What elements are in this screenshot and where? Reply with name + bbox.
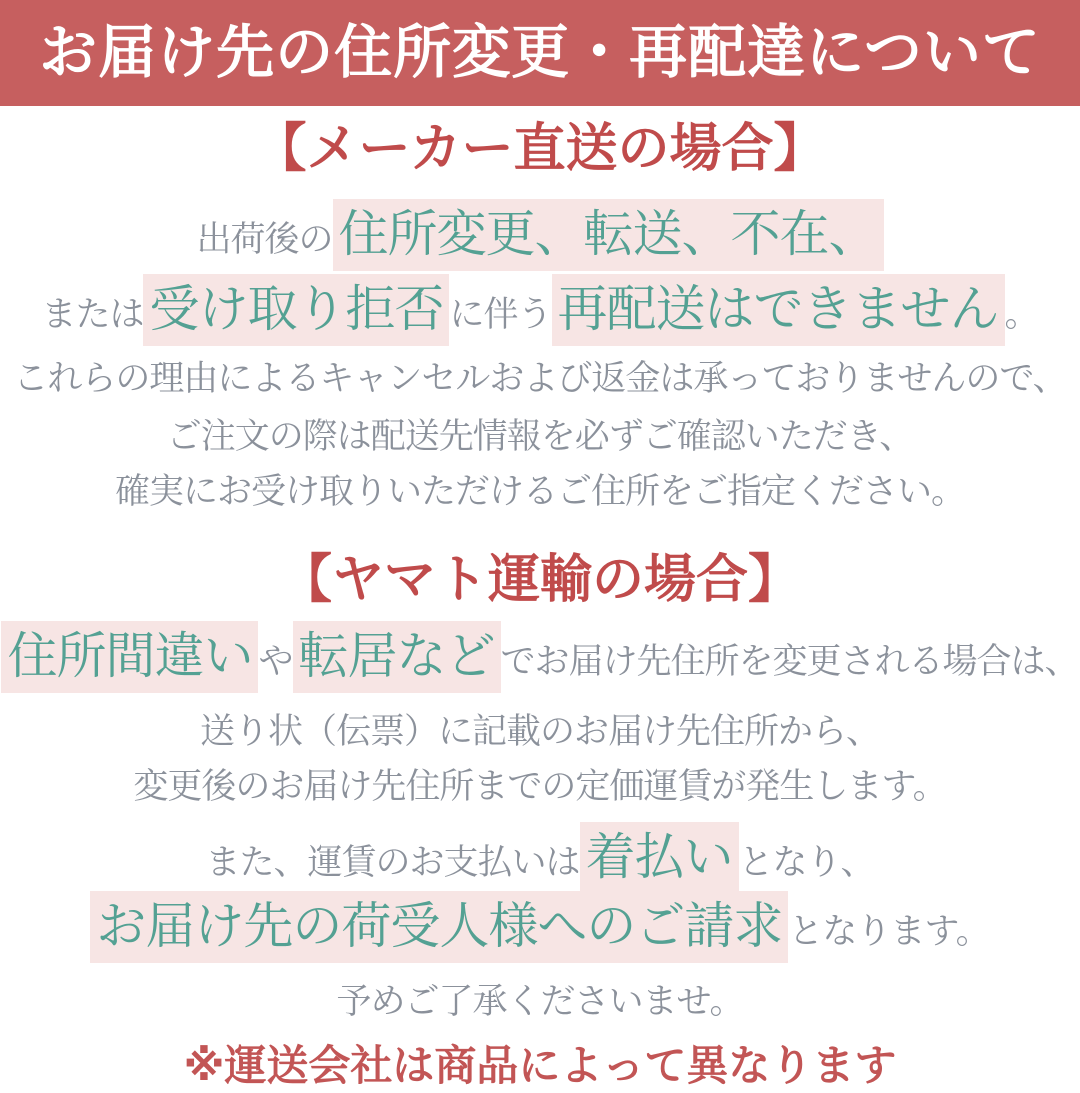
text-line (0, 827, 1080, 887)
text-segment: となり、 (738, 843, 875, 883)
text-segment: 確実にお受け取りいただけるご住所をご指定ください。 (114, 471, 965, 511)
section-heading: 【ヤマト運輸の場合】 (279, 550, 800, 609)
text-line (0, 626, 1080, 686)
text-segment: または (41, 294, 144, 334)
footnote: ※運送会社は商品によって異なります (183, 1042, 897, 1090)
text-line (0, 711, 1080, 753)
highlighted-text-segment: 受け取り拒否 (143, 274, 449, 346)
banner (0, 0, 1080, 106)
text-segment: 送り状（伝票）に記載のお届け先住所から、 (199, 712, 880, 752)
text-segment: 出荷後の (196, 219, 333, 259)
text-segment: 。 (1004, 294, 1039, 334)
text-line (0, 416, 1080, 458)
text-segment: ご注文の際は配送先情報を必ずご確認いただき、 (166, 416, 914, 456)
text-line (0, 471, 1080, 513)
highlighted-text-segment: 再配送はできません (552, 274, 1005, 346)
notice-section (0, 550, 1080, 1024)
text-line (0, 896, 1080, 956)
text-segment: や (258, 642, 293, 682)
text-line (0, 204, 1080, 264)
text-segment: 変更後のお届け先住所までの定価運賃が発生します。 (133, 767, 947, 807)
highlighted-text-segment: お届け先の荷受人様へのご請求 (90, 891, 788, 963)
highlighted-text-segment: 住所変更、転送、不在、 (333, 199, 884, 271)
highlighted-text-segment: 住所間違い (1, 621, 258, 693)
text-segment: 予めご了承くださいませ。 (336, 982, 744, 1022)
text-segment: また、運賃のお支払いは (205, 843, 580, 883)
text-line (0, 279, 1080, 339)
text-segment: これらの理由によるキャンセルおよび返金は承っておりませんので、 (13, 358, 1067, 398)
text-segment: に伴う (449, 294, 552, 334)
text-line (0, 358, 1080, 400)
text-line (0, 766, 1080, 808)
notice-section (0, 122, 1080, 513)
highlighted-text-segment: 転居など (293, 621, 501, 693)
section-heading: 【メーカー直送の場合】 (254, 120, 826, 178)
text-segment: となります。 (788, 912, 990, 952)
text-line (0, 981, 1080, 1023)
banner-title: お届け先の住所変更・再配達について (39, 20, 1041, 85)
text-segment: でお届け先住所を変更される場合は、 (500, 642, 1079, 682)
notice-body (0, 122, 1080, 1023)
highlighted-text-segment: 着払い (580, 822, 739, 894)
